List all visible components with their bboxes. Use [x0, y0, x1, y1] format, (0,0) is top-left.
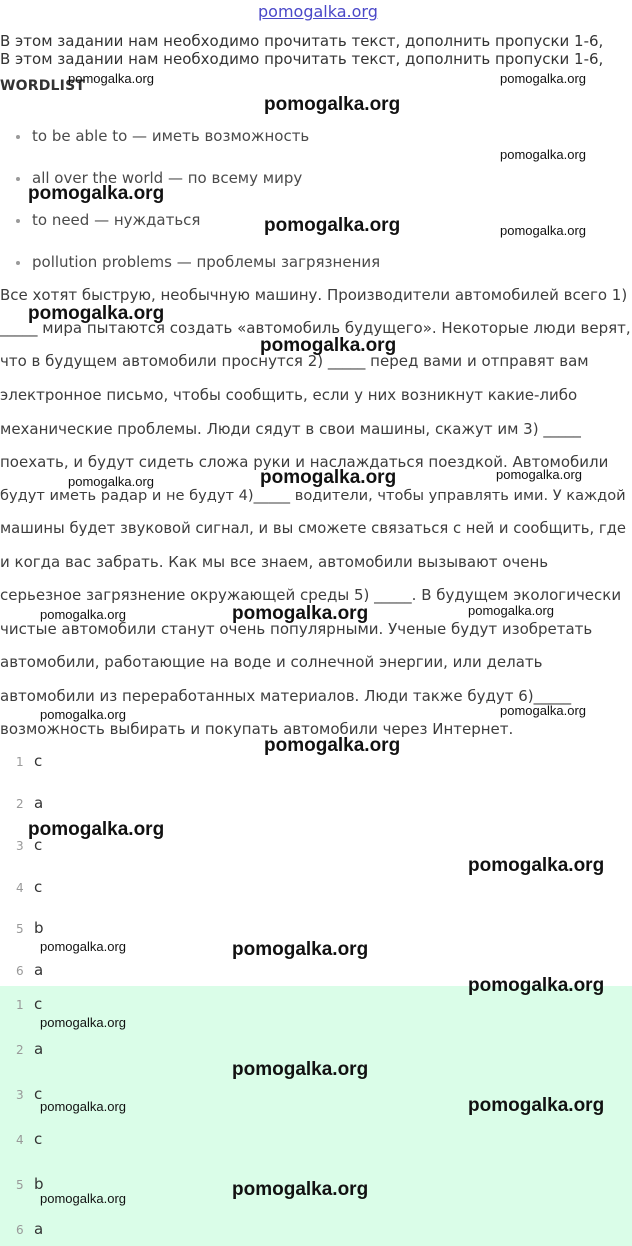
watermark: pomogalka.org [40, 707, 126, 722]
answer-item: 6 a [16, 961, 44, 979]
answer-item-highlighted: 5 b [16, 1175, 44, 1193]
watermark: pomogalka.org [500, 703, 586, 718]
task-intro: В этом задании нам необходимо прочитать текст, дополнить пропуски 1-6, [0, 32, 604, 50]
watermark: pomogalka.org [264, 735, 401, 756]
text-line: возможность выбирать и покупать автомобили через Интернет. [0, 720, 514, 738]
text-line: механические проблемы. Люди сядут в свои машины, скажут им 3) _____ [0, 420, 581, 438]
answer-item-highlighted: 6 a [16, 1220, 44, 1238]
bullet-icon [16, 261, 20, 265]
watermark: pomogalka.org [28, 303, 165, 324]
text-line: будут иметь радар и не будут 4)_____ водители, чтобы управлять ими. У каждой [0, 487, 626, 504]
watermark: pomogalka.org [40, 1099, 126, 1114]
text-line: что в будущем автомобили проснутся 2) _____ перед вами и отправят вам [0, 352, 589, 370]
answer-item-highlighted: 1 c [16, 995, 43, 1013]
watermark: pomogalka.org [28, 819, 165, 840]
watermark: pomogalka.org [260, 335, 397, 356]
wordlist-item: all over the world — по всему миру [16, 169, 302, 187]
answer-item: 5 b [16, 919, 44, 937]
watermark: pomogalka.org [232, 603, 369, 624]
watermark: pomogalka.org [264, 94, 401, 115]
watermark: pomogalka.org [264, 215, 401, 236]
answer-item: 1 c [16, 752, 43, 770]
answer-item-highlighted: 3 c [16, 1085, 43, 1103]
watermark: pomogalka.org [496, 467, 582, 482]
watermark: pomogalka.org [500, 147, 586, 162]
answer-item: 4 c [16, 878, 43, 896]
bullet-icon [16, 135, 20, 139]
watermark: pomogalka.org [468, 855, 605, 876]
cropped-intro-line: В этом задании нам необходимо прочитать текст, дополнить пропуски 1-6, [0, 50, 604, 68]
watermark: pomogalka.org [468, 1095, 605, 1116]
site-link[interactable]: pomogalka.org [258, 2, 378, 21]
text-line: серьезное загрязнение окружающей среды 5) _____. В будущем экологически [0, 586, 622, 604]
answer-item-highlighted: 4 c [16, 1130, 43, 1148]
wordlist-item: to need — нуждаться [16, 211, 200, 229]
watermark: pomogalka.org [500, 71, 586, 86]
watermark: pomogalka.org [40, 1191, 126, 1206]
text-line: автомобили, работающие на воде и солнечной энергии, или делать [0, 653, 543, 671]
text-line: машины будет звуковой сигнал, и вы сможете связаться с ней и сообщить, где [0, 520, 626, 537]
wordlist-item: pollution problems — проблемы загрязнения [16, 253, 380, 271]
text-line: поехать, и будут сидеть сложа руки и наслаждаться поездкой. Автомобили [0, 453, 609, 471]
text-line: Все хотят быструю, необычную машину. Производители автомобилей всего 1) [0, 286, 628, 304]
watermark: pomogalka.org [468, 603, 554, 618]
answer-item: 3 c [16, 836, 43, 854]
text-line: чистые автомобили станут очень популярными. Ученые будут изобретать [0, 620, 593, 638]
answer-item: 2 a [16, 794, 44, 812]
watermark: pomogalka.org [232, 1179, 369, 1200]
watermark: pomogalka.org [28, 183, 165, 204]
watermark: pomogalka.org [68, 474, 154, 489]
watermark: pomogalka.org [232, 1059, 369, 1080]
text-line: электронное письмо, чтобы сообщить, если у них возникнут какие-либо [0, 386, 578, 404]
bullet-icon [16, 177, 20, 181]
watermark: pomogalka.org [40, 939, 126, 954]
answer-item-highlighted: 2 a [16, 1040, 44, 1058]
watermark: pomogalka.org [260, 467, 397, 488]
watermark: pomogalka.org [500, 223, 586, 238]
bullet-icon [16, 219, 20, 223]
text-line: и когда вас забрать. Как мы все знаем, автомобили вызывают очень [0, 553, 549, 571]
watermark: pomogalka.org [468, 975, 605, 996]
watermark: pomogalka.org [232, 939, 369, 960]
wordlist-heading: WORDLIST [0, 78, 86, 94]
wordlist-item: to be able to — иметь возможность [16, 127, 309, 145]
text-line: автомобили из переработанных материалов. Люди также будут 6)_____ [0, 687, 572, 705]
watermark: pomogalka.org [68, 71, 154, 86]
watermark: pomogalka.org [40, 1015, 126, 1030]
text-line: _____ мира пытаются создать «автомобиль будущего». Некоторые люди верят, [0, 319, 631, 337]
watermark: pomogalka.org [40, 607, 126, 622]
